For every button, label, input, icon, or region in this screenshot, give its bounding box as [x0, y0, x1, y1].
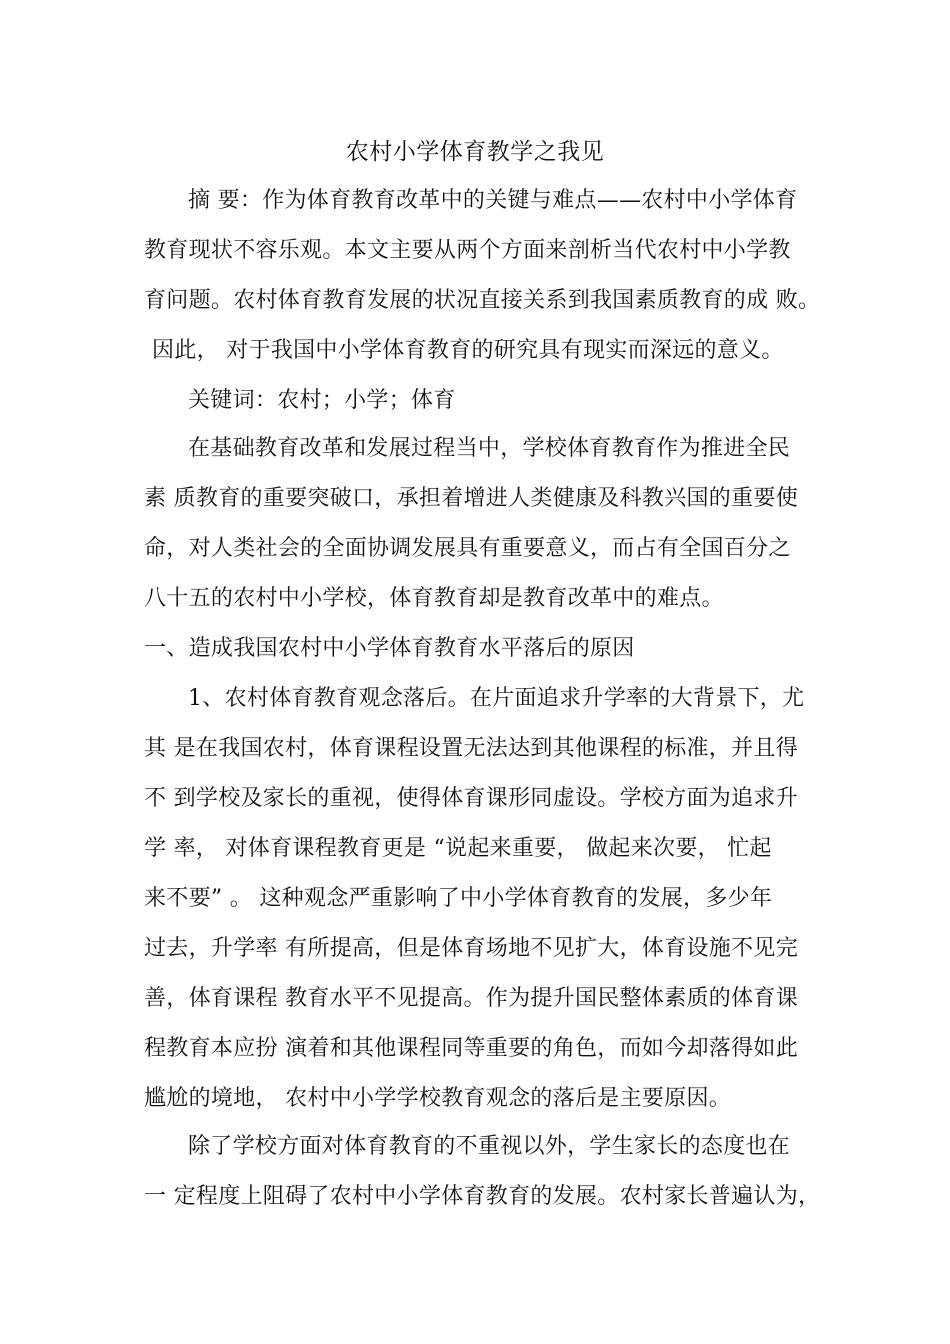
- keywords: [144, 376, 844, 426]
- abstract-line: 教育现状不容乐观。本文主要从两个方面来剖析当代农村中小学教: [144, 238, 791, 263]
- paragraph-line: 1、农村体育教育观念落后。在片面追求升学率的大背景下，尤: [188, 686, 805, 711]
- section-heading: [144, 624, 844, 674]
- paragraph-line: 善，体育课程 教育水平不见提高。作为提升国民整体素质的体育课: [144, 986, 798, 1011]
- paragraph-line: 素 质教育的重要突破口，承担着增进人类健康及科教兴国的重要使: [144, 486, 798, 511]
- paragraph-line: 程教育本应扮 演着和其他课程同等重要的角色，而如今却落得如此: [144, 1036, 798, 1061]
- section-heading-text: 一、造成我国农村中小学体育教育水平落后的原因: [144, 636, 635, 661]
- paragraph-line: 在基础教育改革和发展过程当中，学校体育教育作为推进全民: [188, 436, 791, 461]
- paragraph-line: 学 率， 对体育课程教育更是 “说起来重要， 做起来次要， 忙起: [144, 836, 772, 861]
- paragraph-line: 来不要” 。 这种观念严重影响了中小学体育教育的发展，多少年: [144, 886, 773, 911]
- page-title: 农村小学体育教学之我见: [345, 139, 605, 165]
- paragraph-line: 八十五的农村中小学校，体育教育却是教育改革中的难点。: [144, 586, 724, 611]
- paragraph-line: 尴尬的境地， 农村中小学学校教育观念的落后是主要原因。: [144, 1086, 732, 1111]
- paragraph-line: 其 是在我国农村，体育课程设置无法达到其他课程的标准，并且得: [144, 736, 798, 761]
- abstract-line: 摘 要：作为体育教育改革中的关键与难点——农村中小学体育: [188, 188, 798, 213]
- point1-paragraph: [144, 674, 844, 1124]
- keywords-line: 关键词：农村；小学；体育: [188, 388, 456, 413]
- abstract: [144, 176, 844, 376]
- parent-paragraph: [144, 1122, 844, 1222]
- paragraph-line: 一 定程度上阻碍了农村中小学体育教育的发展。农村家长普遍认为，: [144, 1184, 821, 1209]
- paragraph-line: 除了学校方面对体育教育的不重视以外，学生家长的态度也在: [188, 1134, 791, 1159]
- paragraph-line: 不 到学校及家长的重视，使得体育课形同虚设。学校方面为追求升: [144, 786, 798, 811]
- abstract-line: 因此， 对于我国中小学体育教育的研究具有现实而深远的意义。: [152, 338, 784, 363]
- paragraph-line: 过去，升学率 有所提高，但是体育场地不见扩大，体育设施不见完: [144, 936, 798, 961]
- intro-paragraph: [144, 424, 844, 624]
- abstract-line: 育问题。农村体育教育发展的状况直接关系到我国素质教育的成 败。: [144, 288, 821, 313]
- paragraph-line: 命，对人类社会的全面协调发展具有重要意义，而占有全国百分之: [144, 536, 791, 561]
